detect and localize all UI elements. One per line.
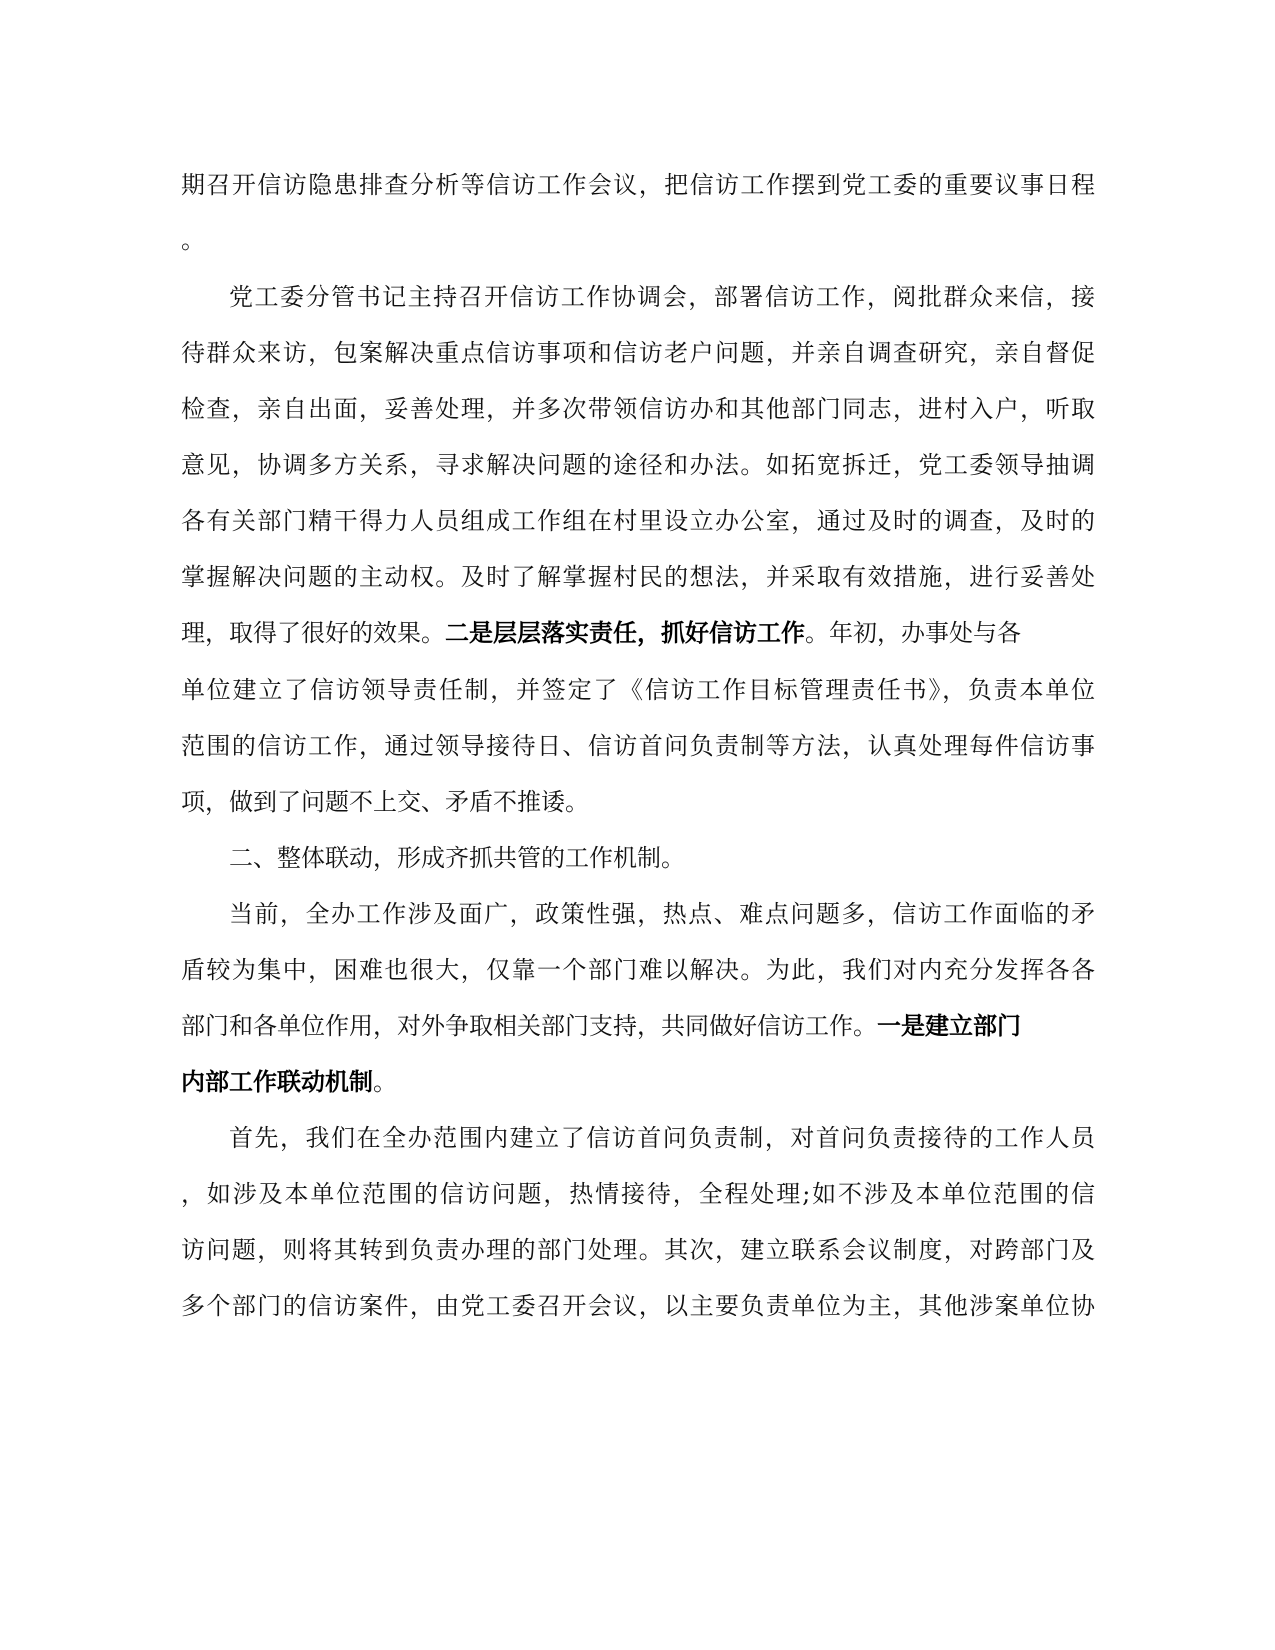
bold-heading-run: 内部工作联动机制 [181, 1067, 373, 1096]
text-line: ，如涉及本单位范围的信访问题，热情接待，全程处理;如不涉及本单位范围的信 [181, 1180, 1095, 1208]
text-line [181, 1062, 1095, 1102]
text-line: 访问题，则将其转到负责办理的部门处理。其次，建立联系会议制度，对跨部门及 [181, 1236, 1095, 1264]
paragraph-first-line: 党工委分管书记主持召开信访工作协调会，部署信访工作，阅批群众来信，接 [229, 283, 1095, 311]
text-line: 意见，协调多方关系，寻求解决问题的途径和办法。如拓宽拆迁，党工委领导抽调 [181, 451, 1095, 479]
text-line: 期召开信访隐患排查分析等信访工作会议，把信访工作摆到党工委的重要议事日程 [181, 171, 1095, 199]
text-run: 。年初，办事处与各 [805, 619, 1021, 647]
text-run: 理，取得了很好的效果。 [181, 619, 445, 647]
text-line: 检查，亲自出面，妥善处理，并多次带领信访办和其他部门同志，进村入户，听取 [181, 395, 1095, 423]
text-line: 范围的信访工作，通过领导接待日、信访首问负责制等方法，认真处理每件信访事 [181, 732, 1095, 760]
text-line: 盾较为集中，困难也很大，仅靠一个部门难以解决。为此，我们对内充分发挥各各 [181, 956, 1095, 984]
paragraph-first-line: 首先，我们在全办范围内建立了信访首问负责制，对首问负责接待的工作人员 [229, 1124, 1095, 1152]
text-line: 项，做到了问题不上交、矛盾不推诿。 [181, 788, 589, 816]
bold-heading-run: 一是建立部门 [877, 1011, 1021, 1040]
text-line: 待群众来访，包案解决重点信访事项和信访老户问题，并亲自调查研究，亲自督促 [181, 339, 1095, 367]
text-line: 掌握解决问题的主动权。及时了解掌握村民的想法，并采取有效措施，进行妥善处 [181, 563, 1095, 591]
paragraph-first-line: 当前，全办工作涉及面广，政策性强，热点、难点问题多，信访工作面临的矛 [229, 900, 1095, 928]
text-line: 单位建立了信访领导责任制，并签定了《信访工作目标管理责任书》，负责本单位 [181, 676, 1095, 704]
bold-heading-run: 二是层层落实责任，抓好信访工作 [445, 618, 805, 647]
section-heading: 二、整体联动，形成齐抓共管的工作机制。 [229, 844, 685, 872]
text-line: 各有关部门精干得力人员组成工作组在村里设立办公室，通过及时的调查，及时的 [181, 507, 1095, 535]
text-run: 部门和各单位作用，对外争取相关部门支持，共同做好信访工作。 [181, 1012, 877, 1040]
text-line [181, 613, 1095, 653]
text-run: 。 [373, 1068, 397, 1096]
text-line: 多个部门的信访案件，由党工委召开会议，以主要负责单位为主，其他涉案单位协 [181, 1292, 1095, 1320]
text-line [181, 1006, 1095, 1046]
text-line: 。 [181, 226, 205, 254]
